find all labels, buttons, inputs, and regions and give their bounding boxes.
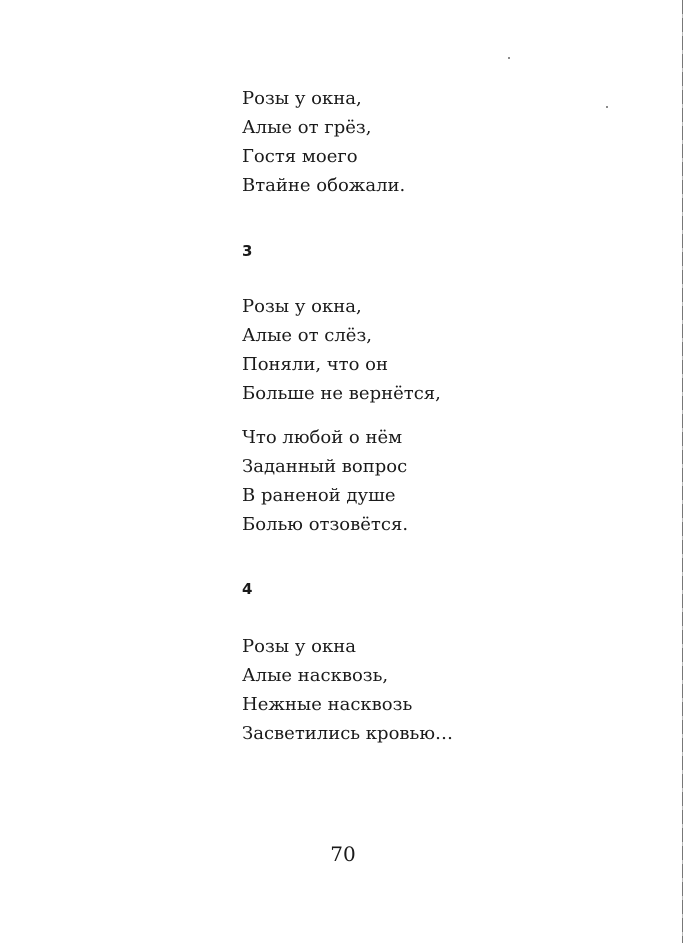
poem-line: Заданный вопрос — [242, 456, 408, 477]
poem-line: Алые от грёз, — [242, 117, 372, 138]
page-number: 70 — [330, 842, 356, 866]
poem-line: Розы у окна, — [242, 88, 362, 109]
poem-line: Что любой о нём — [242, 427, 403, 448]
poem-line: Нежные насквозь — [242, 694, 413, 715]
poem-line: Алые от слёз, — [242, 325, 372, 346]
scan-speck — [508, 57, 510, 59]
scan-speck — [606, 106, 608, 108]
poem-line: Засветились кровью… — [242, 723, 454, 744]
stanza-4 — [242, 632, 453, 748]
poem-line: Гостя моего — [242, 146, 358, 167]
poem-line: Розы у окна — [242, 636, 356, 657]
poem-line: Поняли, что он — [242, 354, 389, 375]
poem-line: Больше не вернётся, — [242, 383, 441, 404]
stanza-1 — [242, 84, 405, 200]
poem-line: Болью отзовётся. — [242, 514, 409, 535]
page-edge — [682, 0, 683, 943]
section-number: 4 — [242, 580, 253, 598]
poem-line: В раненой душе — [242, 485, 396, 506]
poem-line: Розы у окна, — [242, 296, 362, 317]
section-number: 3 — [242, 242, 253, 260]
poem-line: Втайне обожали. — [242, 175, 406, 196]
stanza-2 — [242, 292, 441, 408]
poem-line: Алые насквозь, — [242, 665, 389, 686]
stanza-3 — [242, 423, 408, 539]
